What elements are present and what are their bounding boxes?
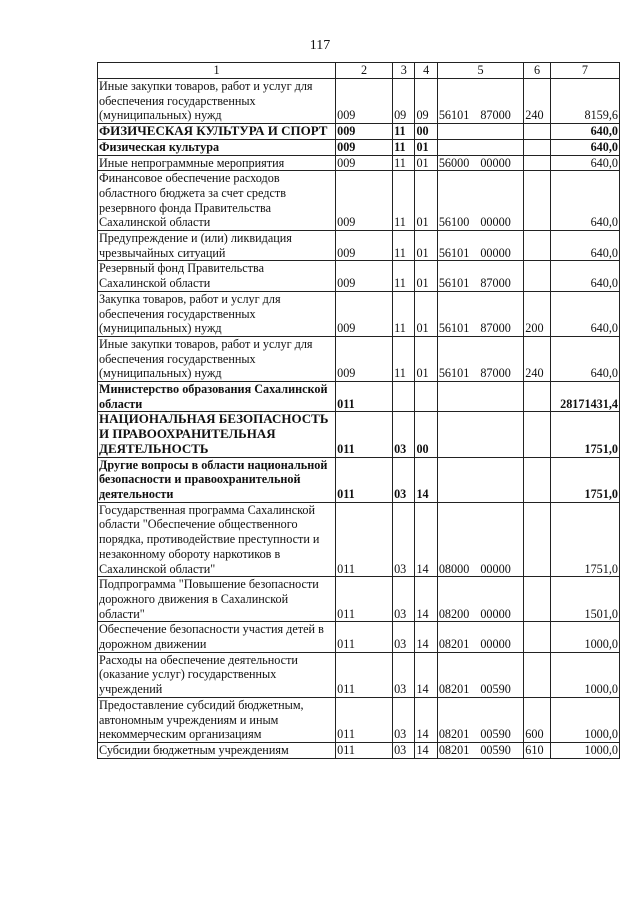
row-subsection: 01 — [415, 261, 437, 291]
row-ministry-code: 009 — [336, 291, 393, 336]
row-target-article — [437, 412, 523, 457]
row-amount: 640,0 — [550, 171, 619, 231]
row-target-article: 56101 00000 — [437, 231, 523, 261]
row-subsection: 14 — [415, 742, 437, 758]
row-ministry-code: 009 — [336, 139, 393, 155]
row-section: 03 — [393, 457, 415, 502]
table-row — [98, 291, 620, 336]
row-amount: 1501,0 — [550, 577, 619, 622]
row-target-article: 56101 87000 — [437, 261, 523, 291]
table-row — [98, 742, 620, 758]
row-expense-type: 600 — [524, 697, 550, 742]
table-row — [98, 79, 620, 124]
row-ministry-code: 011 — [336, 577, 393, 622]
row-subsection: 09 — [415, 79, 437, 124]
row-section: 11 — [393, 231, 415, 261]
row-name: Иные закупки товаров, работ и услуг для обеспечения государственных (муниципальных) нужд — [98, 79, 336, 124]
row-ministry-code: 009 — [336, 171, 393, 231]
row-subsection: 14 — [415, 622, 437, 652]
row-name: Резервный фонд Правительства Сахалинской области — [98, 261, 336, 291]
row-section — [393, 382, 415, 412]
row-amount: 8159,6 — [550, 79, 619, 124]
row-target-article: 08201 00590 — [437, 697, 523, 742]
table-header-row — [98, 63, 620, 79]
row-expense-type — [524, 155, 550, 171]
row-section: 11 — [393, 261, 415, 291]
row-ministry-code: 009 — [336, 155, 393, 171]
row-section: 11 — [393, 336, 415, 381]
header-col-6: 6 — [524, 63, 550, 79]
row-amount: 640,0 — [550, 139, 619, 155]
row-target-article: 56101 87000 — [437, 336, 523, 381]
row-amount: 1751,0 — [550, 457, 619, 502]
row-name: Физическая культура — [98, 139, 336, 155]
row-target-article — [437, 382, 523, 412]
row-ministry-code: 011 — [336, 412, 393, 457]
row-section: 03 — [393, 577, 415, 622]
row-section: 03 — [393, 697, 415, 742]
row-target-article: 08201 00590 — [437, 652, 523, 697]
row-section: 03 — [393, 502, 415, 577]
table-row — [98, 382, 620, 412]
table-row — [98, 231, 620, 261]
row-target-article: 56100 00000 — [437, 171, 523, 231]
row-expense-type — [524, 622, 550, 652]
row-ministry-code: 011 — [336, 697, 393, 742]
table-row — [98, 697, 620, 742]
row-subsection: 14 — [415, 652, 437, 697]
row-target-article: 56101 87000 — [437, 291, 523, 336]
row-subsection: 14 — [415, 502, 437, 577]
row-subsection: 14 — [415, 697, 437, 742]
row-expense-type — [524, 502, 550, 577]
row-name: Подпрограмма "Повышение безопасности дорожного движения в Сахалинской области" — [98, 577, 336, 622]
header-col-1: 1 — [98, 63, 336, 79]
row-section: 03 — [393, 652, 415, 697]
row-section: 11 — [393, 291, 415, 336]
row-subsection: 14 — [415, 457, 437, 502]
row-section: 03 — [393, 412, 415, 457]
row-amount: 1751,0 — [550, 412, 619, 457]
row-ministry-code: 009 — [336, 261, 393, 291]
row-expense-type: 200 — [524, 291, 550, 336]
row-subsection — [415, 382, 437, 412]
row-amount: 1000,0 — [550, 652, 619, 697]
table-row — [98, 412, 620, 457]
table-row — [98, 502, 620, 577]
row-name: Иные закупки товаров, работ и услуг для обеспечения государственных (муниципальных) нужд — [98, 336, 336, 381]
row-subsection: 00 — [415, 412, 437, 457]
row-expense-type — [524, 261, 550, 291]
header-col-3: 3 — [393, 63, 415, 79]
row-amount: 640,0 — [550, 155, 619, 171]
row-section: 03 — [393, 742, 415, 758]
budget-table — [97, 62, 620, 759]
row-expense-type: 240 — [524, 79, 550, 124]
row-amount: 640,0 — [550, 291, 619, 336]
row-name: Иные непрограммные мероприятия — [98, 155, 336, 171]
row-target-article: 56000 00000 — [437, 155, 523, 171]
row-name: Предупреждение и (или) ликвидация чрезвычайных ситуаций — [98, 231, 336, 261]
row-expense-type — [524, 231, 550, 261]
page-number: 117 — [309, 38, 331, 53]
row-name: Другие вопросы в области национальной безопасности и правоохранительной деятельности — [98, 457, 336, 502]
row-expense-type — [524, 139, 550, 155]
row-target-article — [437, 139, 523, 155]
table-row — [98, 457, 620, 502]
table-row — [98, 171, 620, 231]
row-subsection: 01 — [415, 231, 437, 261]
row-amount: 28171431,4 — [550, 382, 619, 412]
row-section: 09 — [393, 79, 415, 124]
row-subsection: 01 — [415, 139, 437, 155]
row-expense-type — [524, 171, 550, 231]
row-amount: 640,0 — [550, 231, 619, 261]
row-ministry-code: 011 — [336, 457, 393, 502]
row-ministry-code: 009 — [336, 336, 393, 381]
row-expense-type — [524, 412, 550, 457]
row-name: Расходы на обеспечение деятельности (оказание услуг) государственных учреждений — [98, 652, 336, 697]
row-ministry-code: 011 — [336, 382, 393, 412]
row-expense-type: 610 — [524, 742, 550, 758]
table-row — [98, 124, 620, 140]
row-ministry-code: 011 — [336, 622, 393, 652]
row-subsection: 01 — [415, 336, 437, 381]
row-name: Закупка товаров, работ и услуг для обеспечения государственных (муниципальных) нужд — [98, 291, 336, 336]
row-subsection: 14 — [415, 577, 437, 622]
row-amount: 1000,0 — [550, 697, 619, 742]
row-expense-type — [524, 382, 550, 412]
row-amount: 640,0 — [550, 124, 619, 140]
row-ministry-code: 009 — [336, 124, 393, 140]
table-row — [98, 652, 620, 697]
row-ministry-code: 011 — [336, 502, 393, 577]
row-subsection: 01 — [415, 171, 437, 231]
row-ministry-code: 009 — [336, 79, 393, 124]
row-amount: 1751,0 — [550, 502, 619, 577]
header-col-4: 4 — [415, 63, 437, 79]
row-expense-type — [524, 652, 550, 697]
row-name: Государственная программа Сахалинской области "Обеспечение общественного порядка, противодействие преступности и незаконному обороту наркотиков в Сахалинской области" — [98, 502, 336, 577]
row-amount: 640,0 — [550, 336, 619, 381]
table-row — [98, 155, 620, 171]
row-amount: 1000,0 — [550, 742, 619, 758]
row-expense-type — [524, 124, 550, 140]
header-col-2: 2 — [336, 63, 393, 79]
row-ministry-code: 009 — [336, 231, 393, 261]
row-ministry-code: 011 — [336, 742, 393, 758]
row-name: Субсидии бюджетным учреждениям — [98, 742, 336, 758]
row-expense-type — [524, 577, 550, 622]
table-row — [98, 261, 620, 291]
row-section: 11 — [393, 124, 415, 140]
row-expense-type: 240 — [524, 336, 550, 381]
row-section: 03 — [393, 622, 415, 652]
row-amount: 1000,0 — [550, 622, 619, 652]
row-name: ФИЗИЧЕСКАЯ КУЛЬТУРА И СПОРТ — [98, 124, 336, 140]
table-row — [98, 577, 620, 622]
row-amount: 640,0 — [550, 261, 619, 291]
row-name: Министерство образования Сахалинской области — [98, 382, 336, 412]
table-row — [98, 622, 620, 652]
row-expense-type — [524, 457, 550, 502]
header-col-5: 5 — [437, 63, 523, 79]
row-target-article — [437, 124, 523, 140]
row-subsection: 00 — [415, 124, 437, 140]
row-subsection: 01 — [415, 291, 437, 336]
row-section: 11 — [393, 171, 415, 231]
row-subsection: 01 — [415, 155, 437, 171]
table-row — [98, 139, 620, 155]
row-target-article: 08201 00590 — [437, 742, 523, 758]
table-row — [98, 336, 620, 381]
row-name: Финансовое обеспечение расходов областного бюджета за счет средств резервного фонда Правительства Сахалинской области — [98, 171, 336, 231]
row-name: Обеспечение безопасности участия детей в дорожном движении — [98, 622, 336, 652]
header-col-7: 7 — [550, 63, 619, 79]
row-target-article: 56101 87000 — [437, 79, 523, 124]
row-section: 11 — [393, 139, 415, 155]
row-target-article: 08201 00000 — [437, 622, 523, 652]
row-target-article — [437, 457, 523, 502]
row-section: 11 — [393, 155, 415, 171]
row-name: НАЦИОНАЛЬНАЯ БЕЗОПАСНОСТЬ И ПРАВООХРАНИТЕЛЬНАЯ ДЕЯТЕЛЬНОСТЬ — [98, 412, 336, 457]
row-target-article: 08000 00000 — [437, 502, 523, 577]
row-target-article: 08200 00000 — [437, 577, 523, 622]
row-ministry-code: 011 — [336, 652, 393, 697]
row-name: Предоставление субсидий бюджетным, автономным учреждениям и иным некоммерческим организациям — [98, 697, 336, 742]
